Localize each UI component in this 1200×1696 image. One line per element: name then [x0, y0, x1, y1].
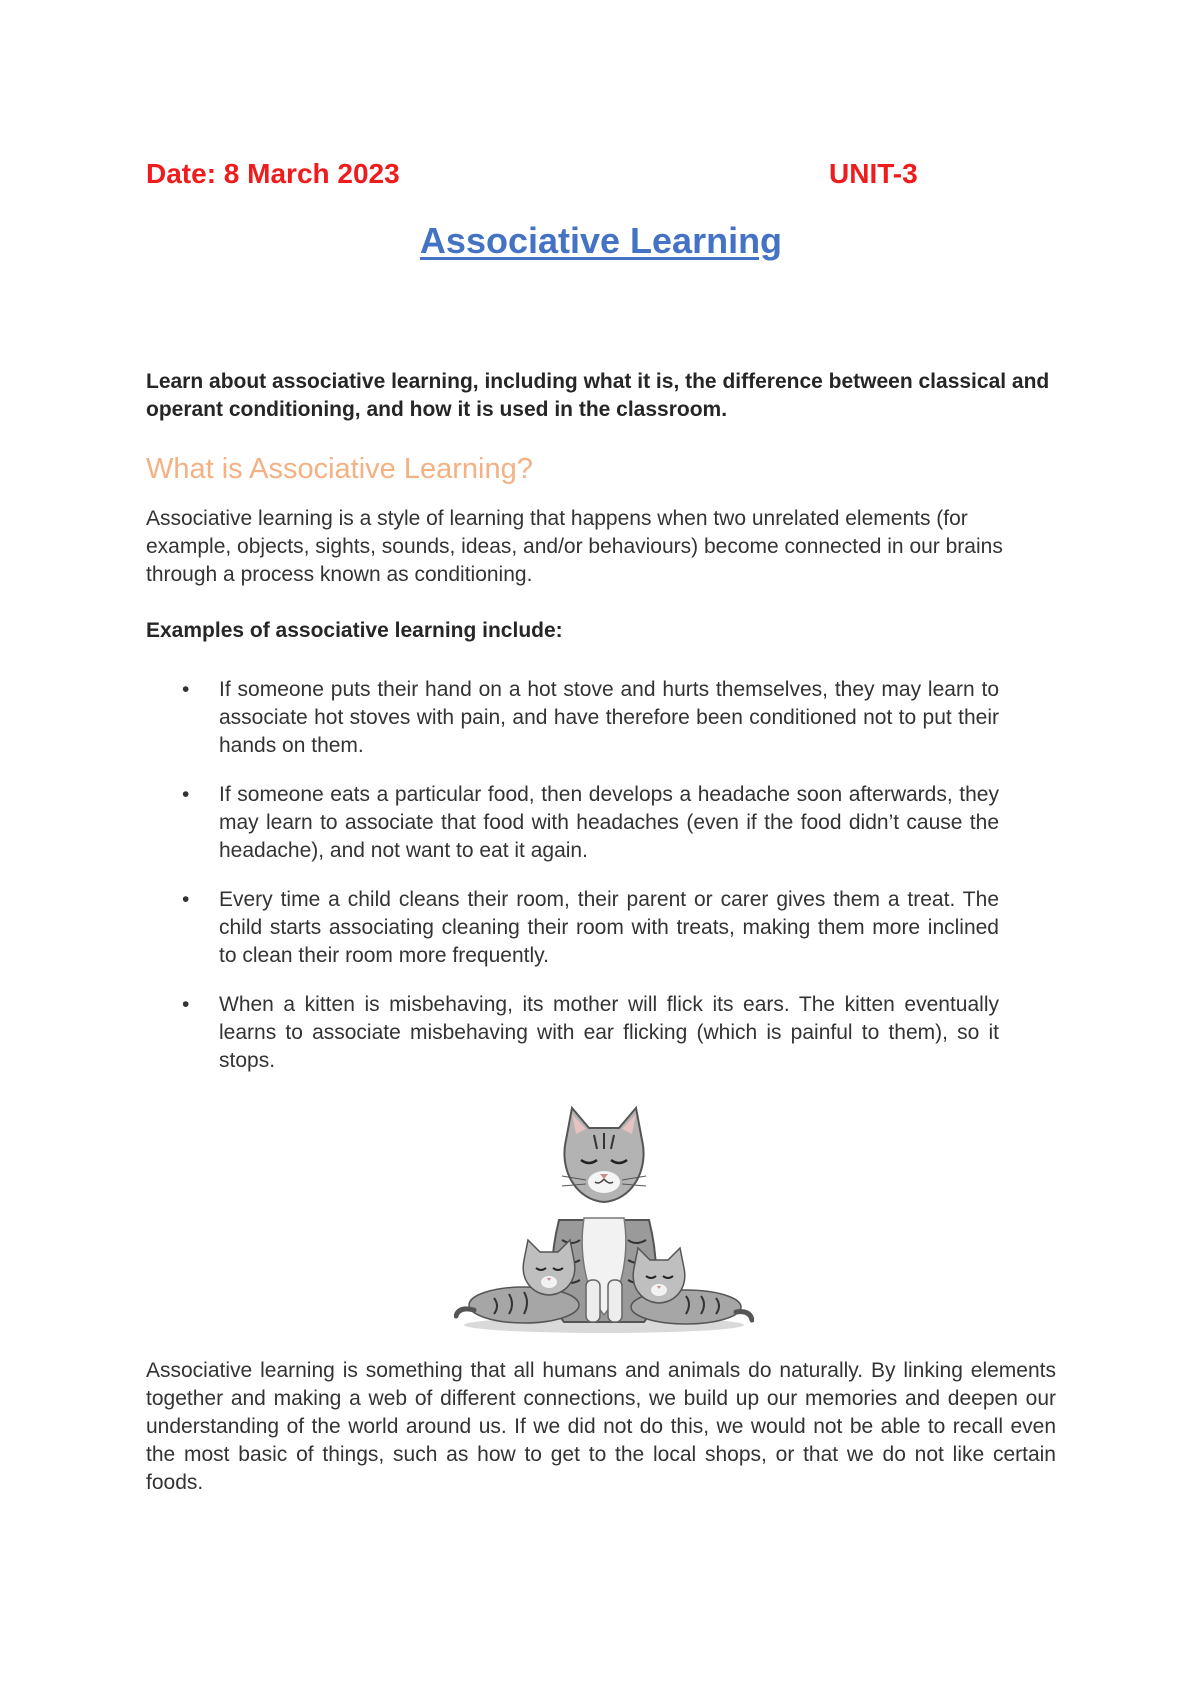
list-item: [146, 781, 999, 865]
list-item: [146, 676, 999, 760]
list-item-text: If someone puts their hand on a hot stove and hurts themselves, they may learn to associate hot stoves with pain, and have therefore been conditioned not to put their hands on them.: [219, 678, 999, 757]
page-title: Associative Learning: [419, 220, 783, 261]
list-item-text: Every time a child cleans their room, their parent or carer gives them a treat. The child starts associating cleaning their room with treats, making them more inclined to clean their room more frequently.: [219, 888, 999, 967]
section-heading: What is Associative Learning?: [146, 453, 533, 485]
definition-paragraph: Associative learning is a style of learning that happens when two unrelated elements (for example, objects, sights, sounds, ideas, and/or behaviours) become connected in our brains through a process known as conditioning.: [146, 507, 1003, 586]
list-item-text: When a kitten is misbehaving, its mother will flick its ears. The kitten eventually learns to associate misbehaving with ear flicking (which is painful to them), so it stops.: [219, 993, 999, 1072]
cat-with-kittens-icon: [454, 1100, 754, 1340]
closing-paragraph: Associative learning is something that all humans and animals do naturally. By linking elements together and making a web of different connections, we build up our memories and deepen our understanding of the world around us. If we did not do this, we would not be able to recall even the most basic of things, such as how to get to the local shops, or that we do not like certain foods.: [146, 1359, 1056, 1494]
bullet-icon: •: [182, 993, 190, 1016]
bullet-icon: •: [182, 678, 190, 701]
header-line: [146, 158, 946, 198]
list-item: [146, 886, 999, 970]
unit-label: UNIT-3: [829, 158, 918, 189]
intro-text: Learn about associative learning, including what it is, the difference between classical and operant conditioning, and how it is used in the classroom.: [146, 370, 1050, 421]
list-item-text: If someone eats a particular food, then develops a headache soon afterwards, they may learn to associate that food with headaches (even if the food didn’t cause the headache), and not want to eat it again.: [219, 783, 999, 862]
list-item: [146, 991, 999, 1075]
examples-label: Examples of associative learning include:: [146, 619, 563, 642]
bullet-icon: •: [182, 783, 190, 806]
examples-list: [146, 676, 1056, 1096]
bullet-icon: •: [182, 888, 190, 911]
date-label: Date: 8 March 2023: [146, 158, 400, 189]
